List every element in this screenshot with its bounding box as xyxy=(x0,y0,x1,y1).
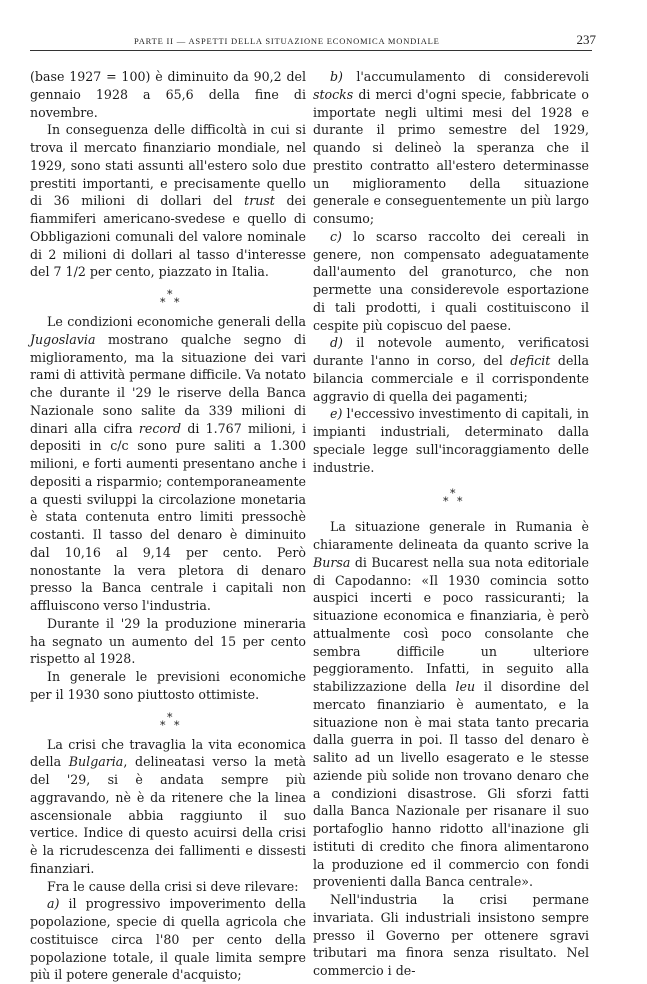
list-item-a: a) il progressivo impoverimento della popolazione, specie di quella agricola che costituisce circa l'80 per cento della popolazione totale, il quale limita sempre più il potere generale d'acquisto; xyxy=(30,896,306,983)
paragraph-index-continuation: (base 1927 = 100) è diminuito da 90,2 del gennaio 1928 a 65,6 della fine di novembre. xyxy=(30,69,306,120)
paragraph-industry: Nell'industria la crisi permane invariata. Gli industriali insistono sempre presso il Governo per ottenere sgravi tributari ma finora senza risultato. Nel commercio i de- xyxy=(313,892,589,978)
emphasis-jugoslavia: Jugoslavia xyxy=(30,331,96,347)
section-separator: * * * xyxy=(160,288,180,309)
emphasis-record: record xyxy=(138,420,182,436)
page-number: 237 xyxy=(576,32,596,47)
paragraph-mining: Durante il '29 la produzione mineraria ha segnato un aumento del 15 per cento rispetto al 1928. xyxy=(30,615,306,667)
paragraph-rumania: La situazione generale in Rumania è chiaramente delineata da quanto scrive la Bursa di Bucarest nella sua nota editoriale di Capodanno: «Il 1930 comincia sotto auspici incerti e poco rassicuranti; la situazione economica e finanziaria, è però attualmente così poco consolante che sembra difficile un ulteriore peggioramento. Infatti, in seguito alla stabilizzazione della leu il disordine del mercato finanziario è aumentato, e la situazione non è mai stata tanto precaria dalla guerra in poi. Il tasso del denaro è salito ad un livello esagerato e le stesse aziende più solide non trovano denaro che a condizioni disastrose. Gli sforzi fatti dalla Banca Nazionale per risanare il suo portafoglio hanno ridotto all'inazione gli istituti di credito che finora alimentarono la produzione ed il commercio con fondi provenienti dalla Banca centrale». xyxy=(313,519,589,890)
running-header xyxy=(30,32,596,51)
emphasis-trust: trust xyxy=(244,193,275,209)
emphasis-deficit: deficit xyxy=(510,353,551,368)
running-head-title: PARTE II — ASPETTI DELLA SITUAZIONE ECONOMICA MONDIALE xyxy=(134,36,440,46)
emphasis-stocks: stocks xyxy=(313,86,354,102)
list-item-b: b) l'accumulamento di considerevoli stocks di merci d'ogni specie, fabbricate o importate negli ultimi mesi del 1928 e durante il primo semestre del 1929, quando si delineò la speranza che il prestito contratto all'estero determinasse un miglioramento della situazione generale e conseguentemente un più largo consumo; xyxy=(313,69,589,226)
list-item-e: e) l'eccessivo investimento di capitali, in impianti industriali, determinato dalla speciale legge sull'incoraggiamento delle industrie. xyxy=(313,406,589,475)
list-item-c: c) lo scarso raccolto dei cereali in genere, non compensato adeguatamente dall'aumento del granoturco, che non permette una considerevole esportazione di tali prodotti, i quali costituiscono il cespite più copiscuo del paese. xyxy=(313,228,589,333)
paragraph-causes-intro: Fra le cause della crisi si deve rilevare: xyxy=(47,878,299,894)
emphasis-bulgaria: Bulgaria xyxy=(68,754,124,770)
emphasis-leu: leu xyxy=(455,679,476,694)
emphasis-bursa: Bursa xyxy=(313,554,351,570)
paragraph-forecast: In generale le previsioni economiche per il 1930 sono piuttosto ottimiste. xyxy=(30,669,306,702)
right-column xyxy=(313,68,589,980)
paragraph-foreign-loans: In conseguenza delle difficoltà in cui si trova il mercato finanziario mondiale, nel 1929, sono stati assunti all'estero solo due prestiti importanti, e precisamente quello di 36 milioni di dollari del trust dei fiammiferi americano-svedese e quello di Obbligazioni comunali del valore nominale di 2 milioni di dollari al tasso d'interesse del 7 1/2 per cento, piazzato in Italia. xyxy=(30,122,306,280)
paragraph-jugoslavia: Le condizioni economiche generali della Jugoslavia mostrano qualche segno di miglioramento, ma la situazione dei vari rami di attività permane difficile. Va notato che durante il '29 le riserve della Banca Nazionale sono salite da 339 milioni di dinari alla cifra record di 1.767 milioni, i depositi in c/c sono pure saliti a 1.300 milioni, e forti aumenti presentano anche i depositi a risparmio; contemporaneamente a questi sviluppi la circolazione monetaria è stata contenuta entro limiti pressochè costanti. Il tasso del denaro è diminuito dal 10,16 al 9,14 per cento. Però nonostante la vera pletora di denaro presso la Banca centrale i capitali non affluiscono verso l'industria. xyxy=(30,314,306,613)
list-item-d: d) il notevole aumento, verificatosi durante l'anno in corso, del deficit della bilancia commerciale e il corrispondente aggravio di quella dei pagamenti; xyxy=(313,335,589,404)
section-separator: * * * xyxy=(443,487,463,509)
section-separator: * * * xyxy=(160,710,180,732)
paragraph-bulgaria: La crisi che travaglia la vita economica della Bulgaria, delineatasi verso la metà del '29, si è andata sempre più aggravando, nè è da ritenere che la linea ascensionale abbia raggiunto il suo vertice. Indice di questo acuirsi della crisi è la ricrudescenza dei fallimenti e dissesti finanziari. xyxy=(30,736,306,876)
left-column xyxy=(30,68,306,984)
